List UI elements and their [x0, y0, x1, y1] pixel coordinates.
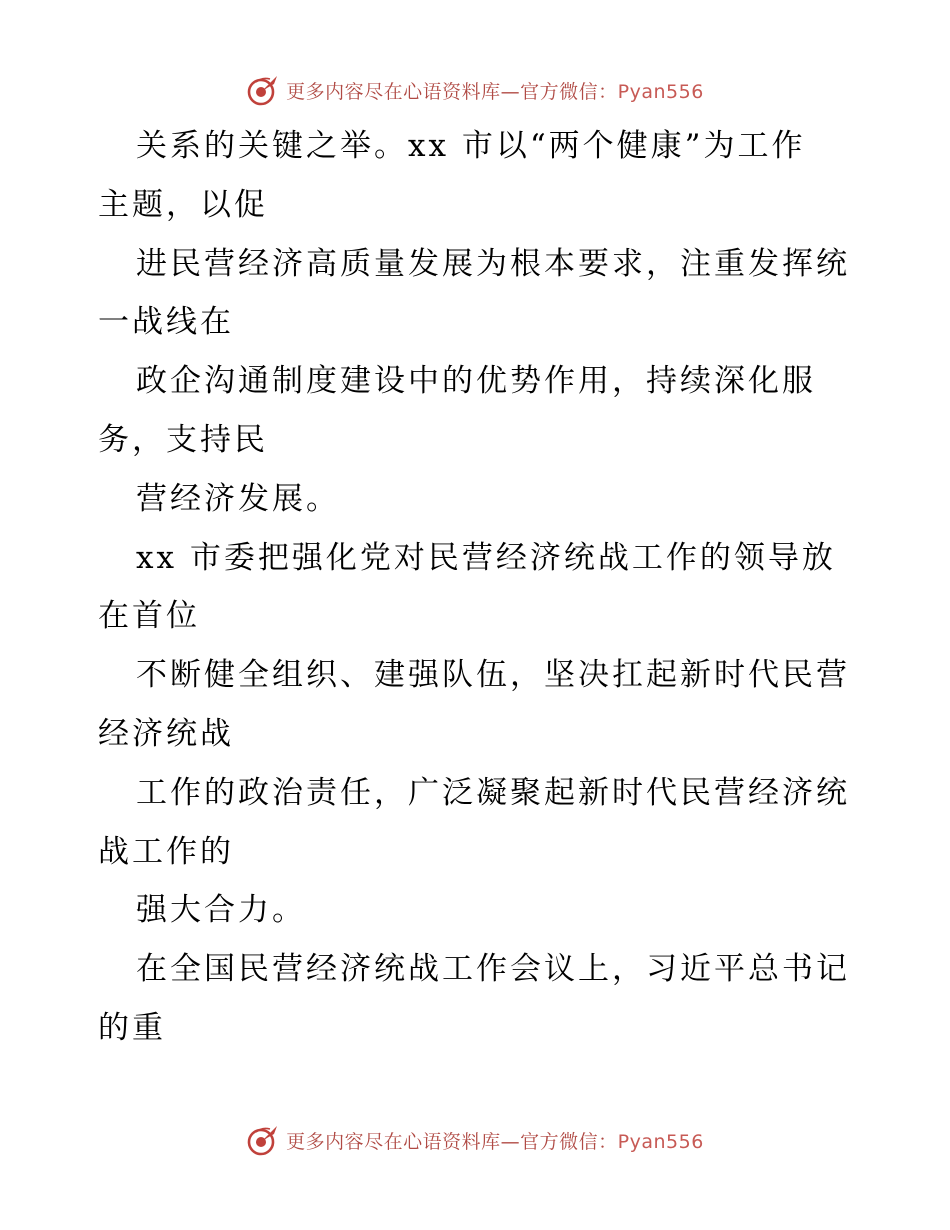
banner-text: [286, 77, 704, 104]
text-line: 关系的关键之举。xx 市以“两个健康”为工作: [136, 128, 806, 164]
text-line: 进民营经济高质量发展为根本要求，注重发挥统: [136, 245, 850, 282]
wechat-handle: Pyan556: [617, 1130, 704, 1153]
header-banner: [0, 70, 950, 110]
text-line: 的重: [98, 1009, 166, 1046]
text-line: 不断健全组织、建强队伍，坚决扛起新时代民营: [136, 657, 850, 694]
text-line: 营经济发展。: [136, 480, 340, 517]
text-line: 工作的政治责任，广泛凝聚起新时代民营经济统: [136, 774, 850, 811]
text-line: 战工作的: [98, 833, 234, 870]
banner-text: [286, 1127, 704, 1154]
document-body: [98, 117, 858, 1058]
text-line: 务，支持民: [98, 421, 268, 458]
text-line: xx 市委把强化党对民营经济统战工作的领导放: [136, 539, 836, 576]
banner-label: 更多内容尽在心语资料库—官方微信：: [286, 80, 618, 103]
text-line: 在全国民营经济统战工作会议上，习近平总书记: [136, 951, 850, 988]
text-line: 在首位: [98, 598, 200, 635]
footer-banner: [0, 1120, 950, 1160]
text-line: 经济统战: [98, 715, 234, 752]
banner-label: 更多内容尽在心语资料库—官方微信：: [286, 1130, 618, 1153]
text-line: 主题，以促: [98, 186, 268, 223]
feather-pen-logo-icon: [246, 73, 280, 107]
text-line: 强大合力。: [136, 892, 306, 929]
wechat-handle: Pyan556: [617, 80, 704, 103]
feather-pen-logo-icon: [246, 1123, 280, 1157]
text-line: 政企沟通制度建设中的优势作用，持续深化服: [136, 363, 816, 400]
text-line: 一战线在: [98, 304, 234, 341]
